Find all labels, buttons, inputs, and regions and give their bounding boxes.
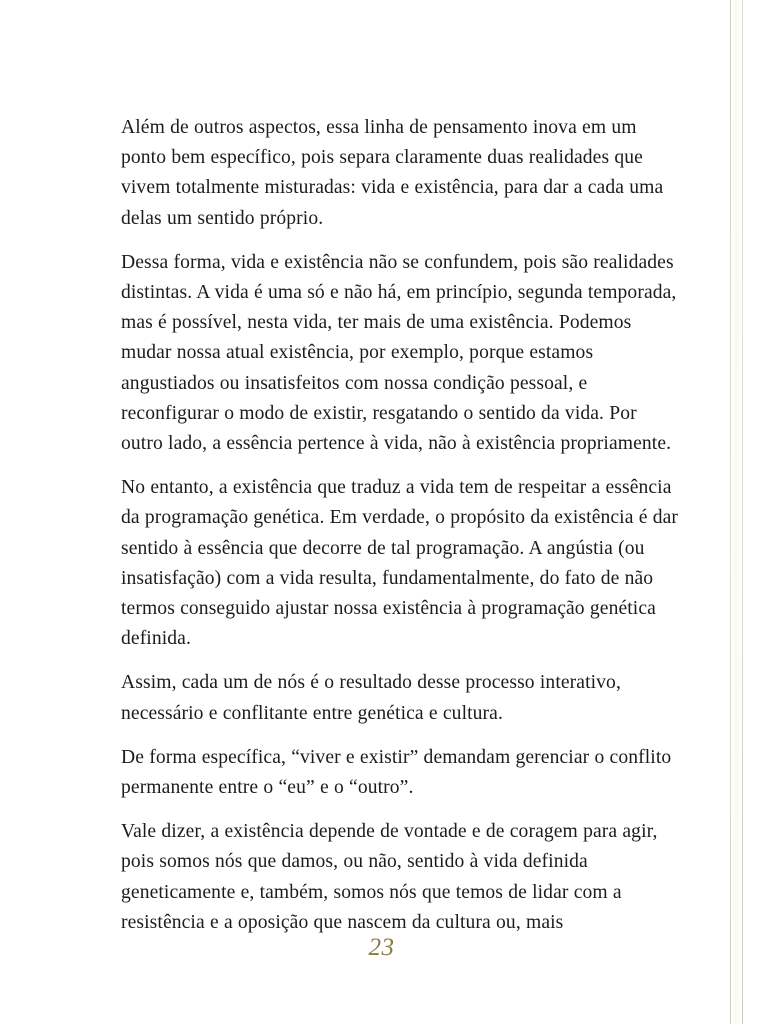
paragraph: No entanto, a existência que traduz a vida tem de respeitar a essência da programação genética. Em verdade, o propósito da existência é dar sentido à essência que decorre de tal programação. A angústia (ou insatisfação) com a vida resulta, fundamentalmente, do fato de não termos conseguido ajustar nossa existência à programação genética definida. <box>121 477 679 650</box>
paragraph: De forma específica, “viver e existir” demandam gerenciar o conflito permanente entre o “eu” e o “outro”. <box>121 746 672 799</box>
paragraph: Além de outros aspectos, essa linha de pensamento inova em um ponto bem específico, pois separa claramente duas realidades que vivem totalmente misturadas: vida e existência, para dar a cada uma delas um sentido próprio. <box>121 117 664 229</box>
page-edge-line-outer <box>730 0 731 1024</box>
paragraph: Assim, cada um de nós é o resultado desse processo interativo, necessário e conflitante entre genética e cultura. <box>121 672 621 724</box>
body-text-column <box>121 113 683 938</box>
page-edge-shadow <box>731 0 742 1024</box>
paragraph: Dessa forma, vida e existência não se confundem, pois são realidades distintas. A vida é uma só e não há, em princípio, segunda temporada, mas é possível, nesta vida, ter mais de uma existência. Podemos mudar nossa atual existência, por exemplo, porque estamos angustiados ou insatisfeitos com nossa condição pessoal, e reconfigurar o modo de existir, resgatando o sentido da vida. Por outro lado, a essência pertence à vida, não à existência propriamente. <box>121 251 677 455</box>
paragraph: Vale dizer, a existência depende de vontade e de coragem para agir, pois somos nós que damos, ou não, sentido à vida definida geneticamente e, também, somos nós que temos de lidar com a resistência e a oposição que nascem da cultura ou, mais <box>121 821 658 933</box>
page-number: 23 <box>368 934 395 961</box>
page-edge-line-inner <box>742 0 743 1024</box>
